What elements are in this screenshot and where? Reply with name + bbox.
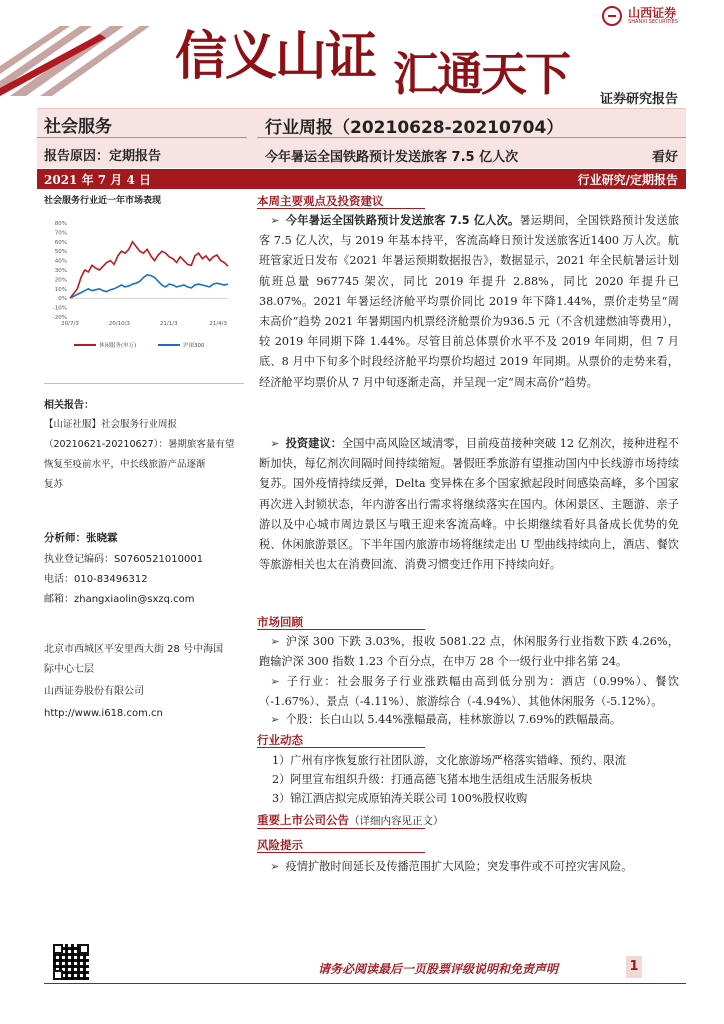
text-line: 同比 2020 年提升已 38.07%。2021 年暑运经济舱平均票价同比 2019 年下降 <box>259 274 680 308</box>
text-line: 2021 年全民航暑运计划航班总量 967745 架次，同比 2019 年提升 2.88%， <box>259 254 679 288</box>
announcements-title: 重要上市公司公告 <box>257 813 349 827</box>
related-reports <box>44 415 244 495</box>
arrow-bullet-icon: ➢ <box>270 860 280 873</box>
market-hs300 <box>259 632 679 672</box>
text-line: 跑输沪深 300 指数 1.23 个百分点，在申万 28 个一级行业中排名第 24。 <box>259 655 628 669</box>
address-line: 北京市西城区平安里西大街 28 号中海国 <box>44 644 224 655</box>
address-block <box>44 640 244 724</box>
decorative-stripes <box>0 26 160 96</box>
analyst-email[interactable]: 邮箱：zhangxiaolin@sxzq.com <box>44 594 195 605</box>
y-tick-label: 0% <box>58 296 67 303</box>
arrow-bullet-icon: ➢ <box>270 675 280 688</box>
x-tick-label: 21/4/3 <box>209 321 227 327</box>
y-tick-label: 30% <box>54 268 67 274</box>
report-reason: 报告原因：定期报告 <box>44 149 162 164</box>
section-rule <box>257 629 425 630</box>
company-website[interactable]: http://www.i618.com.cn <box>44 708 163 719</box>
text-line: 种进程不断加快，每亿剂次间隔时间持续缩短。暑假旺季旅游有望推动国 <box>259 437 679 471</box>
report-date: 2021 年 7 月 4 日 <box>44 173 151 187</box>
analyst-line: 执业登记编码：S0760521010001 <box>44 554 204 565</box>
arrow-bullet-icon: ➢ <box>270 713 280 726</box>
market-subsectors <box>259 672 679 712</box>
sector-name: 社会服务 <box>44 117 112 137</box>
analyst-info <box>44 550 244 610</box>
text-line: 子行业：社会服务子行业涨跌幅由高到低分别为：酒店（0.99%）、餐 <box>285 675 668 688</box>
lead-railway: 今年暑运全国铁路预计发送旅客 7.5 亿人次。 <box>285 214 520 227</box>
report-title: 行业周报（20210628-20210704） <box>265 118 564 138</box>
section-title-market: 市场回顾 <box>257 615 303 629</box>
text-line: 续落实在国内。休闲景区、主题游、亲子游以及中心城市周边景区与哦王 <box>259 497 679 531</box>
rating: 看好 <box>651 150 678 165</box>
y-tick-label: 40% <box>54 258 67 265</box>
y-tick-label: 70% <box>54 230 67 237</box>
lead-investment: 投资建议： <box>285 437 342 450</box>
x-tick-label: 20/7/3 <box>61 321 79 327</box>
report-headline: 今年暑运全国铁路预计发送旅客 7.5 亿人次 <box>265 150 519 165</box>
text-line: 逐渐走高，并呈现一定“周末高价”趋势。 <box>396 375 598 389</box>
text-line: 饮（-1.67%）、景点（-4.11%）、旅游综合（-4.94%）、其他休闲服务（-5.12%）。 <box>259 675 679 709</box>
related-title: 相关报告： <box>44 400 94 411</box>
arrow-bullet-icon: ➢ <box>270 437 280 450</box>
paragraph-investment <box>259 434 679 575</box>
related-line: 复苏 <box>44 479 64 490</box>
text-line: 个股：长白山以 5.44%涨幅最高，桂林旅游以 7.69%的跌幅最高。 <box>285 713 622 726</box>
section-title-announcements <box>257 812 444 828</box>
news-item: 2）阿里宣布组织升级：打通高德飞猪本地生活组成生活服务板块 <box>272 773 593 786</box>
text-line: 计发送旅客 7.5 亿人次，与 2019 年基本持平，客流高峰日预计发送旅客近 <box>259 214 679 248</box>
sidebar-divider <box>44 383 244 384</box>
analyst-title: 分析师：张晓霖 <box>44 532 118 544</box>
text-line: 沪深 300 下跌 3.03%，报收 5081.22 点，休闲服务行业指数下跌 4.26%， <box>285 635 679 648</box>
address-line: 际中心七层 <box>44 664 94 675</box>
y-tick-label: 20% <box>54 277 67 284</box>
series-line <box>70 275 228 299</box>
band-divider-left <box>37 137 247 138</box>
slogan-right: 汇通天下 <box>393 47 569 101</box>
legend-label: 沪深300 <box>183 343 205 349</box>
qr-code-icon[interactable] <box>53 944 89 980</box>
text-line: 1400 万人次。航班管家近日发布《2021 年暑运预期数据报告》，数据显示， <box>259 234 679 268</box>
y-tick-label: 60% <box>54 239 67 246</box>
x-tick-label: 20/10/3 <box>108 321 130 327</box>
section-title-news: 行业动态 <box>257 733 303 747</box>
paragraph-railway <box>259 211 679 393</box>
text-line: 半年国内旅游市场将继续走出 U 型曲线持续向上，酒店、餐饮等旅游相关 <box>259 538 679 572</box>
band-divider-right <box>257 137 686 138</box>
x-tick-label: 21/1/3 <box>159 321 178 327</box>
logo-en: SHANXI SECURITIES <box>628 19 678 25</box>
company-name: 山西证券股份有限公司 <box>44 686 144 697</box>
y-tick-label: 80% <box>54 221 67 227</box>
analyst-line: 电话：010-83496312 <box>44 574 148 585</box>
y-tick-label: -20% <box>52 315 67 321</box>
text-line: 起段时间感染高峰，多个国家再次进入封锁状态，年内游客出行需求将继 <box>259 477 679 511</box>
risk-text <box>259 857 679 877</box>
sidebar <box>44 193 244 349</box>
text-line: 体票价水平不及 2019 年同期，但 7 月底、8 月中下旬多个时段经济舱平均 <box>259 335 679 369</box>
news-item: 1）广州有序恢复旅行社团队游，文化旅游场严格落实错峰、预约、限流 <box>272 754 626 767</box>
market-stocks <box>259 710 679 730</box>
section-rule <box>257 828 425 829</box>
y-tick-label: 10% <box>54 286 67 293</box>
text-line: 1.44%，票价走势呈“周末高价”趋势 2021 年暑期国内机票经济舱票价为 <box>259 294 679 329</box>
arrow-bullet-icon: ➢ <box>270 635 280 648</box>
text-line: 也太在消费回流、消费习惯变迁作用下持续向好。 <box>314 558 562 572</box>
logo-cn: 山西证券 <box>628 6 677 20</box>
page-number: 1 <box>626 956 642 978</box>
market-performance-chart <box>44 209 244 369</box>
y-tick-label: -10% <box>52 305 67 312</box>
text-line: 疫情扩散时间延长及传播范围扩大风险；突发事件或不可控灾害风险。 <box>285 860 633 873</box>
chart-title: 社会服务行业近一年市场表现 <box>44 196 162 206</box>
text-line: 全国中高风险区域清零，目前疫苗接种突破 12 亿剂次，接 <box>342 437 634 450</box>
legend-label: 休闲服务(申万) <box>99 343 137 349</box>
text-line: 936.5 元（不含机建燃油等费用），较 2019 年同期下降 1.44%。尽管目前总 <box>259 315 679 349</box>
text-line: 票价均超过 2019 年同期。从票价的走势来看，经济舱平均票价从 7 月中旬 <box>259 355 679 389</box>
text-line: 内中长线游市场持续复苏。国外疫情持续反弹，Delta 变异株在多个国家掀 <box>259 457 679 491</box>
arrow-bullet-icon: ➢ <box>270 214 280 227</box>
text-line: 迎来客流高峰。中长期继续看好具备成长优势的免税、休闲旅游景区。下 <box>259 517 679 552</box>
announcements-note: （详细内容见正文） <box>349 815 444 827</box>
company-logo <box>602 6 678 26</box>
section-rule <box>257 208 425 209</box>
slogan-left: 信义山证 <box>175 26 376 87</box>
disclaimer[interactable]: 请务必阅读最后一页股票评级说明和免责声明 <box>318 962 559 976</box>
section-rule <box>257 852 425 853</box>
related-line[interactable]: 【山证社服】社会服务行业周报 <box>44 419 178 430</box>
section-title-risk: 风险提示 <box>257 838 303 852</box>
logo-icon <box>602 6 622 26</box>
news-item: 3）锦江酒店拟完成原铂涛关联公司 100%股权收购 <box>272 792 528 805</box>
section-rule <box>257 747 425 748</box>
section-title-views: 本周主要观点及投资建议 <box>257 194 384 208</box>
related-line: 恢复至疫前水平，中长线旅游产品逐渐 <box>44 459 206 470</box>
y-tick-label: 50% <box>54 249 67 256</box>
research-tag: 证券研究报告 <box>599 92 678 107</box>
report-type: 行业研究/定期报告 <box>577 173 678 187</box>
related-line: （20210621-20210627）：暑期旅客量有望 <box>44 439 235 450</box>
footer-divider <box>44 983 686 984</box>
text-line: 暑运期间，全国铁路预 <box>519 214 634 227</box>
